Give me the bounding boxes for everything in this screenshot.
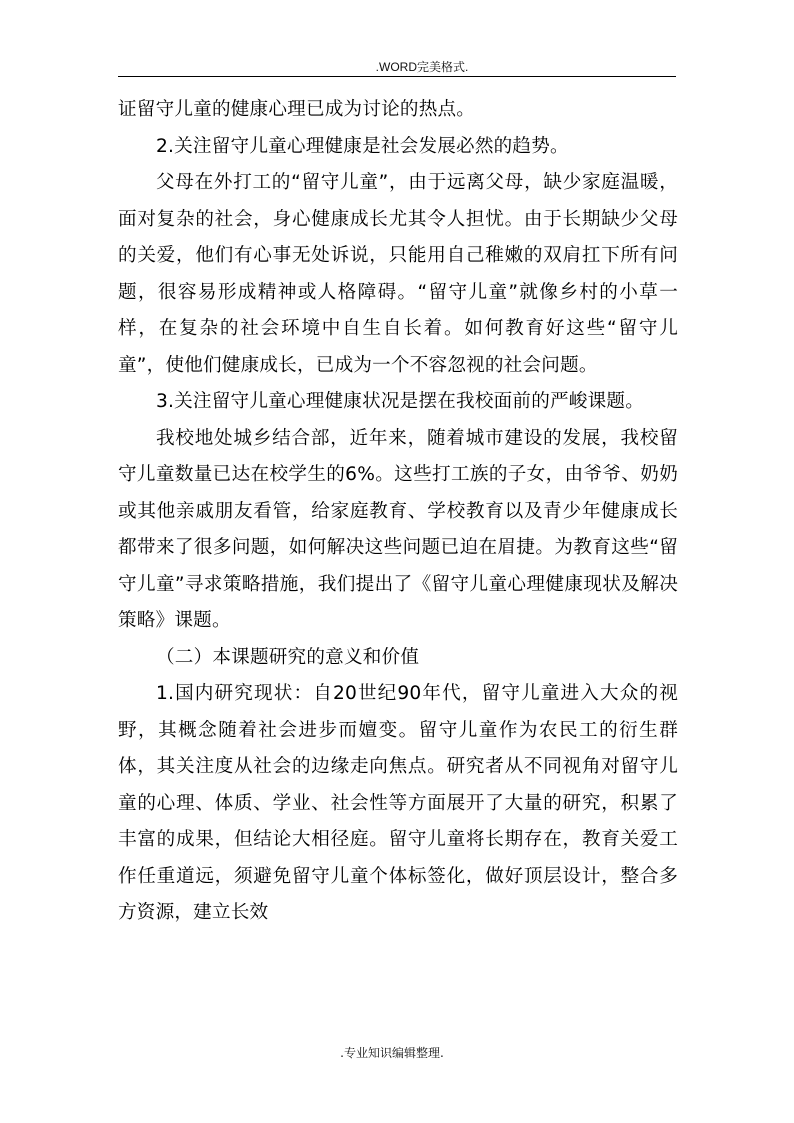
paragraph-left-behind-children: 父母在外打工的“留守儿童”，由于远离父母，缺少家庭温暖，面对复杂的社会，身心健康成长尤其令人担忧。由于长期缺少父母的关爱，他们有心事无处诉说，只能用自己稚嫩的双肩扛下所有问题，很容易形成精神或人格障碍。“留守儿童”就像乡村的小草一样，在复杂的社会环境中自生自长着。如何教育好这些“留守儿童”，使他们健康成长，已成为一个不容忽视的社会问题。 — [118, 172, 678, 376]
page-header: .WORD完美格式. — [375, 60, 469, 74]
paragraph-school-situation: 我校地处城乡结合部，近年来，随着城市建设的发展，我校留守儿童数量已达在校学生的6%。这些打工族的子女，由爷爷、奶奶或其他亲戚朋友看管，给家庭教育、学校教育以及青少年健康成长都带来了很多问题，如何解决这些问题已迫在眉捷。为教育这些“留守儿童”寻求策略措施，我们提出了《留守儿童心理健康现状及解决策略》课题。 — [118, 427, 678, 631]
numbered-point-2: 2.关注留守儿童心理健康是社会发展必然的趋势。 — [156, 135, 569, 157]
document-body — [118, 92, 678, 932]
paragraph-domestic-research: 1.国内研究现状：自20世纪90年代，留守儿童进入大众的视野，其概念随着社会进步而嬗变。留守儿童作为农民工的衍生群体，其关注度从社会的边缘走向焦点。研究者从不同视角对留守儿童的心理、体质、学业、社会性等方面展开了大量的研究，积累了丰富的成果，但结论大相径庭。留守儿童将长期存在，教育关爱工作任重道远，须避免留守儿童个体标签化，做好顶层设计，整合多方资源，建立长效 — [118, 683, 678, 923]
page-footer: .专业知识编辑整理. — [340, 1046, 444, 1060]
header-divider — [118, 76, 676, 77]
numbered-point-3: 3.关注留守儿童心理健康状况是摆在我校面前的严峻课题。 — [156, 391, 644, 412]
section-heading: （二）本课题研究的意义和价值 — [156, 646, 420, 668]
paragraph-continuation: 证留守儿童的健康心理已成为讨论的热点。 — [118, 99, 476, 120]
